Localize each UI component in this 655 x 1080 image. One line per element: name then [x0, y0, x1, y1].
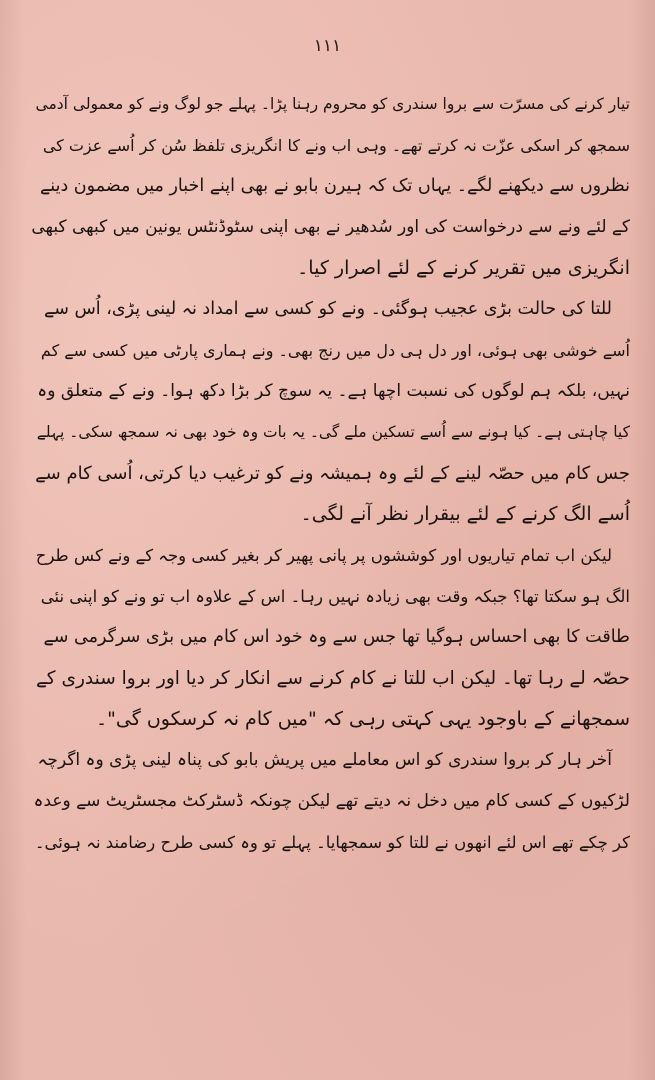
- text-line: آخر ہار کر بروا سندری کو اس معاملے میں پریش بابو کی پناہ لینی پڑی وہ اگرچہ: [37, 750, 612, 770]
- text-line: اُسے خوشی بھی ہوئی، اور دل ہی دل میں رنج بھی۔ ونے ہماری پارٹی میں کسی سے کم: [40, 341, 630, 360]
- text-line: کیا چاہتی ہے۔ کیا ہونے سے اُسے تسکین ملے گی۔ یہ بات وہ خود بھی نہ سمجھ سکی۔ پہلے: [36, 423, 630, 441]
- page-number: ۱۱۱: [313, 36, 342, 56]
- paragraph-2: [30, 289, 630, 535]
- text-line: تیار کرنے کی مسرّت سے بروا سندری کو محروم رہنا پڑا۔ پہلے جو لوگ ونے کو معمولی آدمی: [35, 95, 630, 113]
- text-line: طاقت کا بھی احساس ہوگیا تھا جس سے وہ خود اس کام میں بڑی سرگرمی سے: [43, 627, 630, 647]
- body-text: [30, 84, 630, 863]
- text-line: سمجھانے کے باوجود یہی کہتی رہی کہ "میں کام نہ کرسکوں گی"۔: [96, 708, 630, 730]
- text-line: کے لئے ونے سے درخواست کی اور سُدھیر نے بھی اپنی سٹوڈنٹس یونین میں کبھی کبھی: [31, 217, 630, 237]
- text-line: نظروں سے دیکھنے لگے۔ یہاں تک کہ ہیرن بابو نے بھی اپنے اخبار میں مضمون دینے: [40, 176, 630, 196]
- text-line: اُسے الگ کرنے کے لئے بیقرار نظر آنے لگی۔: [300, 503, 630, 525]
- text-line: لڑکیوں کے کسی کام میں دخل نہ دیتے تھے لیکن چونکہ ڈسٹرکٹ مجسٹریٹ سے وعدہ: [33, 791, 630, 811]
- paragraph-1: [30, 84, 630, 289]
- text-line: الگ ہو سکتا تھا؟ جبکہ وقت بھی زیادہ نہیں رہا۔ اس کے علاوہ اب تو ونے کو اپنی نئی: [40, 587, 630, 606]
- text-line: انگریزی میں تقریر کرنے کے لئے اصرار کیا۔: [297, 257, 630, 279]
- text-line: حصّہ لے رہا تھا۔ لیکن اب للتا نے کام کرنے سے انکار کر دیا اور بروا سندری کے: [35, 668, 630, 689]
- paragraph-3: [30, 535, 630, 740]
- text-line: سمجھ کر اسکی عزّت نہ کرتے تھے۔ وہی اب ونے کا انگریزی تلفظ سُن کر اُسے عزت کی: [42, 136, 630, 155]
- text-line: للتا کی حالت بڑی عجیب ہوگئی۔ ونے کو کسی سے امداد نہ لینی پڑی، اُس سے: [43, 299, 612, 319]
- text-line: نہیں، بلکہ ہم لوگوں کی نسبت اچھا ہے۔ یہ سوچ کر بڑا دکھ ہوا۔ ونے کے متعلق وہ: [37, 381, 630, 401]
- text-line: جس کام میں حصّہ لینے کے لئے وہ ہمیشہ ونے کو ترغیب دیا کرتی، اُسی کام سے: [35, 463, 630, 484]
- paragraph-4: [30, 740, 630, 863]
- text-line: کر چکے تھے اس لئے انھوں نے للتا کو سمجھایا۔ پہلے تو وہ کسی طرح رضامند نہ ہوئی۔: [34, 833, 630, 852]
- text-line: لیکن اب تمام تیاریوں اور کوششوں پر پانی پھیر کر بغیر کسی وجہ کے ونے کس طرح: [35, 546, 612, 565]
